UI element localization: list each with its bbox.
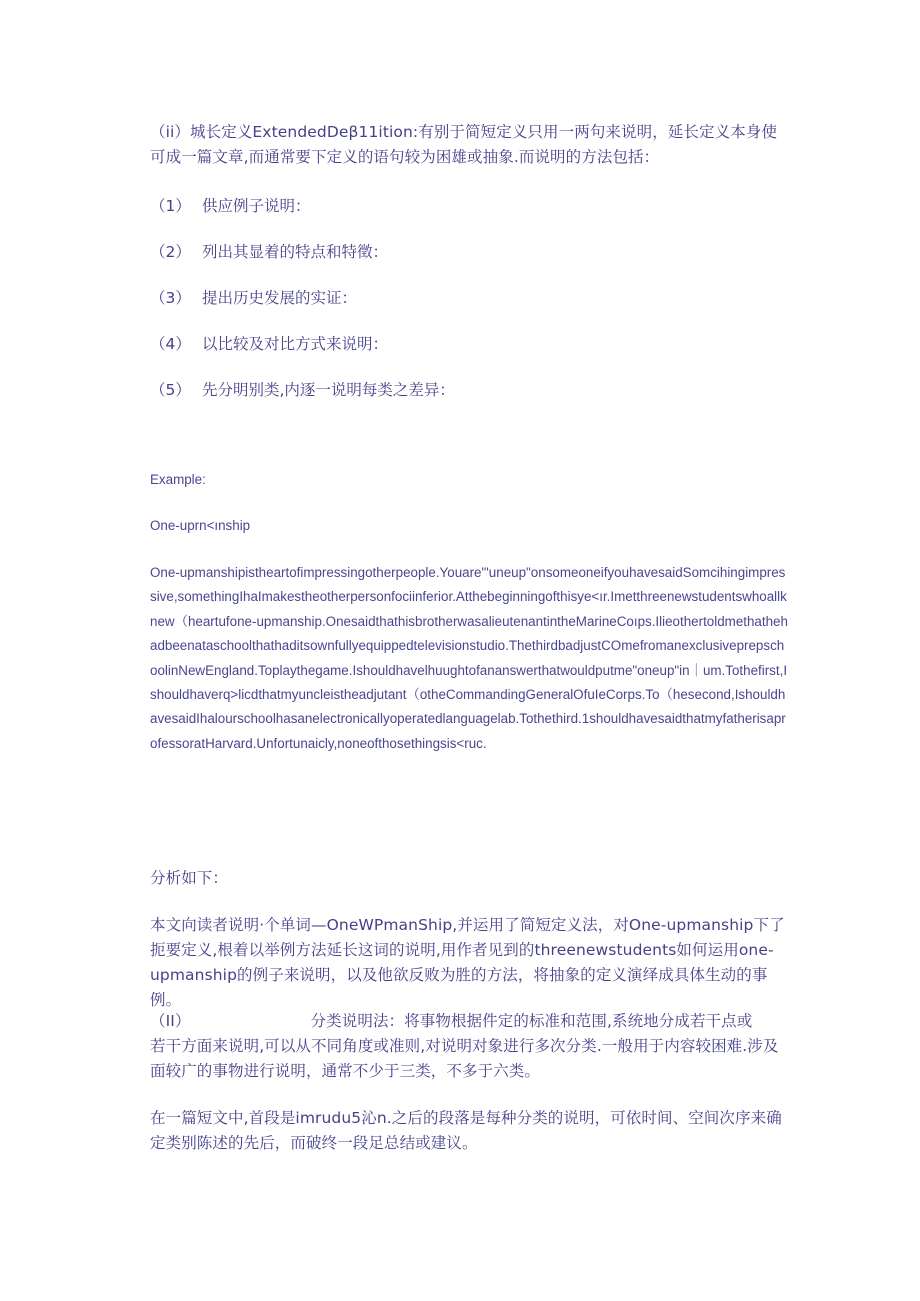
- method-number: （5）: [150, 381, 191, 399]
- example-label: Example:: [150, 472, 206, 487]
- classification-heading: [150, 1009, 790, 1034]
- method-number: （4）: [150, 335, 191, 353]
- method-number: （3）: [150, 289, 191, 307]
- method-text: 先分明别类,内逐一说明每类之差异：: [202, 381, 455, 399]
- closing-paragraph: 在一篇短文中,首段是imrudu5沁n.之后的段落是每种分类的说明，可依时间、空间次序来确定类别陈述的先后，而破终一段足总结或建议。: [150, 1109, 782, 1152]
- classification-lead: 分类说明法：将事物根据件定的标准和范围,系统地分成若干点或: [310, 1012, 753, 1030]
- method-number: （2）: [150, 243, 191, 261]
- analysis-paragraph: 本文向读者说明·个单词—OneWPmanShip,并运用了简短定义法，对One-upmanship下了扼要定义,根着以举例方法延长这词的说明,用作者见到的threenewstudents如何运用one-upmanship的例子来说明，以及他欲反败为胜的方法，将抽象的定义演绎成具体生动的事例。: [150, 916, 785, 1009]
- example-body: One-upmanshipistheartofimpressingotherpeople.Youare"'uneup"onsomeoneifyouhavesaidSomcihingimpressive,somethingIhaImakestheotherpersonfociinferior.Atthebeginningofthisye<ır.Imetthreenewstudentswhoallknew（heartufone-upmanship.OnesaidthathisbrotherwasalieutenantintheMarineCoıps.Ilieothertoldmethathehadbeenataschoolthathaditsownfullyequippedtelevisionstudio.ThethirdbadjustCOmefromanexclusiveprepschoolinNewEngland.Toplaythegame.Ishouldhavelhuughtofananswerthatwouldputme"oneup"in｜um.Tothefirst,Ishouldhaverq>licdthatmyuncleistheadjutant（otheCommandingGeneralOfuIeCorps.To（hesecond,IshouldhavesaidIhalourschoolhasanelectronicallyoperatedlanguagelab.Tothethird.1shouldhavesaidthatmyfatherisaprofessoratHarvard.Unfortunaicly,noneofthosethingsis<ruc.: [150, 565, 788, 751]
- method-item: [150, 195, 311, 217]
- method-text: 列出其显着的特点和特徵：: [202, 243, 389, 261]
- method-item: [150, 241, 388, 263]
- method-text: 以比较及对比方式来说明：: [202, 335, 389, 353]
- example-title: One-uprn<ınship: [150, 518, 251, 533]
- analysis-heading: 分析如下：: [150, 869, 229, 887]
- method-item: [150, 333, 388, 355]
- classification-number: （II）: [150, 1012, 191, 1030]
- classification-paragraph: 若干方面来说明,可以从不同角度或准则,对说明对象进行多次分类.一般用于内容较困难.涉及面较广的事物进行说明，通常不少于三类，不多于六类。: [150, 1037, 779, 1080]
- method-text: 提出历史发展的实证：: [202, 289, 358, 307]
- intro-paragraph: （ii）城长定义ExtendedDeβ11ition:有别于简短定义只用一两句来说明，延长定义本身使可成一篇文章,而通常要下定义的语句较为困雄或抽象.而说明的方法包括：: [150, 123, 778, 166]
- method-number: （1）: [150, 197, 191, 215]
- method-text: 供应例子说明：: [202, 197, 311, 215]
- method-item: [150, 379, 455, 401]
- method-item: [150, 287, 357, 309]
